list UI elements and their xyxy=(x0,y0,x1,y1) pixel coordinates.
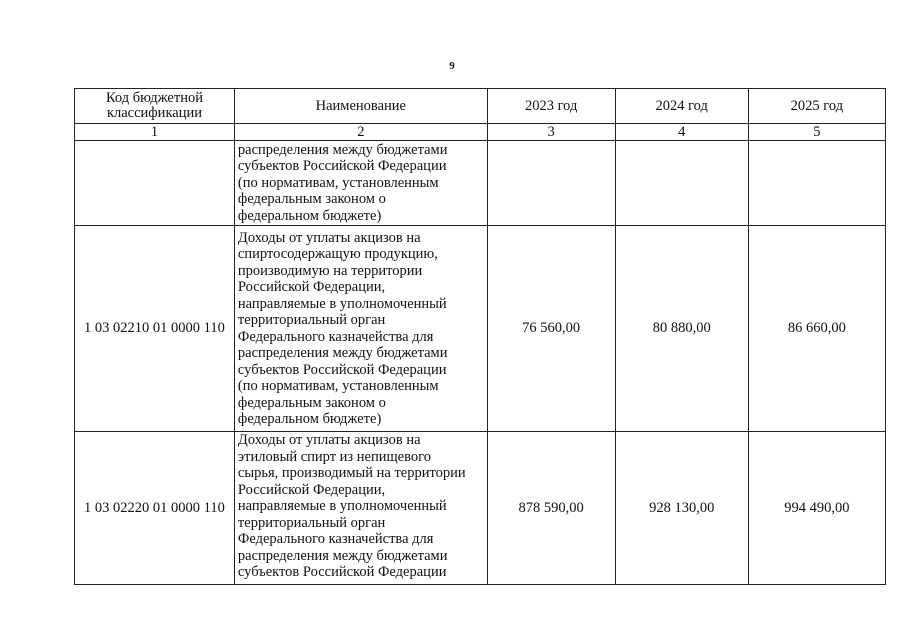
column-number: 4 xyxy=(615,124,748,141)
name-line: (по нормативам, установленным xyxy=(237,174,439,191)
header-code xyxy=(75,89,235,124)
name-line: федеральным законом о xyxy=(237,394,386,411)
name-line: территориальный орган xyxy=(237,514,386,531)
table-row xyxy=(75,432,886,585)
row-2024-amount: 80 880,00 xyxy=(615,226,748,432)
name-line: федеральным законом о xyxy=(237,191,386,208)
row-2025-amount xyxy=(748,141,885,226)
row-2023-amount: 878 590,00 xyxy=(487,432,615,585)
name-line: этиловый спирт из непищевого xyxy=(237,448,431,465)
name-line: производимую на территории xyxy=(237,262,423,279)
name-line: Доходы от уплаты акцизов на xyxy=(237,432,421,448)
row-code: 1 03 02220 01 0000 110 xyxy=(75,432,235,585)
name-line: (по нормативам, установленным xyxy=(237,378,439,394)
name-line: федеральном бюджете) xyxy=(237,207,382,224)
row-2024-amount xyxy=(615,141,748,226)
name-line: субъектов Российской Федерации xyxy=(237,361,447,378)
name-line: Российской Федерации, xyxy=(237,279,386,295)
name-line: субъектов Российской Федерации xyxy=(237,158,447,175)
name-line: сырья, производимый на территории xyxy=(237,465,466,481)
name-line: Российской Федерации, xyxy=(237,481,386,498)
name-line: Федерального казначейства для xyxy=(237,531,434,547)
row-code: 1 03 02210 01 0000 110 xyxy=(75,226,235,432)
name-line: распределения между бюджетами xyxy=(237,345,448,361)
row-2024-amount: 928 130,00 xyxy=(615,432,748,585)
row-2023-amount xyxy=(487,141,615,226)
name-line: федеральном бюджете) xyxy=(237,411,382,427)
column-number-row xyxy=(75,124,886,141)
page-number: 9 xyxy=(449,60,455,72)
header-2025: 2025 год xyxy=(748,89,885,124)
name-line: направляемые в уполномоченный xyxy=(237,498,447,514)
header-code-line: классификации xyxy=(106,105,202,121)
name-line: распределения между бюджетами xyxy=(237,141,448,158)
row-2025-amount: 994 490,00 xyxy=(748,432,885,585)
name-line: распределения между бюджетами xyxy=(237,547,448,564)
table-header-row xyxy=(75,89,886,124)
row-2025-amount: 86 660,00 xyxy=(748,226,885,432)
header-name: Наименование xyxy=(234,89,487,124)
name-line: Федерального казначейства для xyxy=(237,328,434,345)
header-2024: 2024 год xyxy=(615,89,748,124)
name-line: направляемые в уполномоченный xyxy=(237,295,447,312)
column-number: 3 xyxy=(487,124,615,141)
name-line: Доходы от уплаты акцизов на xyxy=(237,229,421,246)
column-number: 2 xyxy=(234,124,487,141)
header-code-line: Код бюджетной xyxy=(105,90,203,106)
name-line: спиртосодержащую продукцию, xyxy=(237,246,438,262)
table-row xyxy=(75,141,886,226)
row-name xyxy=(234,226,487,432)
row-2023-amount: 76 560,00 xyxy=(487,226,615,432)
header-2023: 2023 год xyxy=(487,89,615,124)
name-line: территориальный орган xyxy=(237,312,386,328)
row-name xyxy=(234,141,487,226)
row-name xyxy=(234,432,487,585)
name-line: субъектов Российской Федерации xyxy=(237,564,447,580)
budget-table xyxy=(74,88,886,585)
table-row xyxy=(75,226,886,432)
column-number: 5 xyxy=(748,124,885,141)
row-code xyxy=(75,141,235,226)
column-number: 1 xyxy=(75,124,235,141)
